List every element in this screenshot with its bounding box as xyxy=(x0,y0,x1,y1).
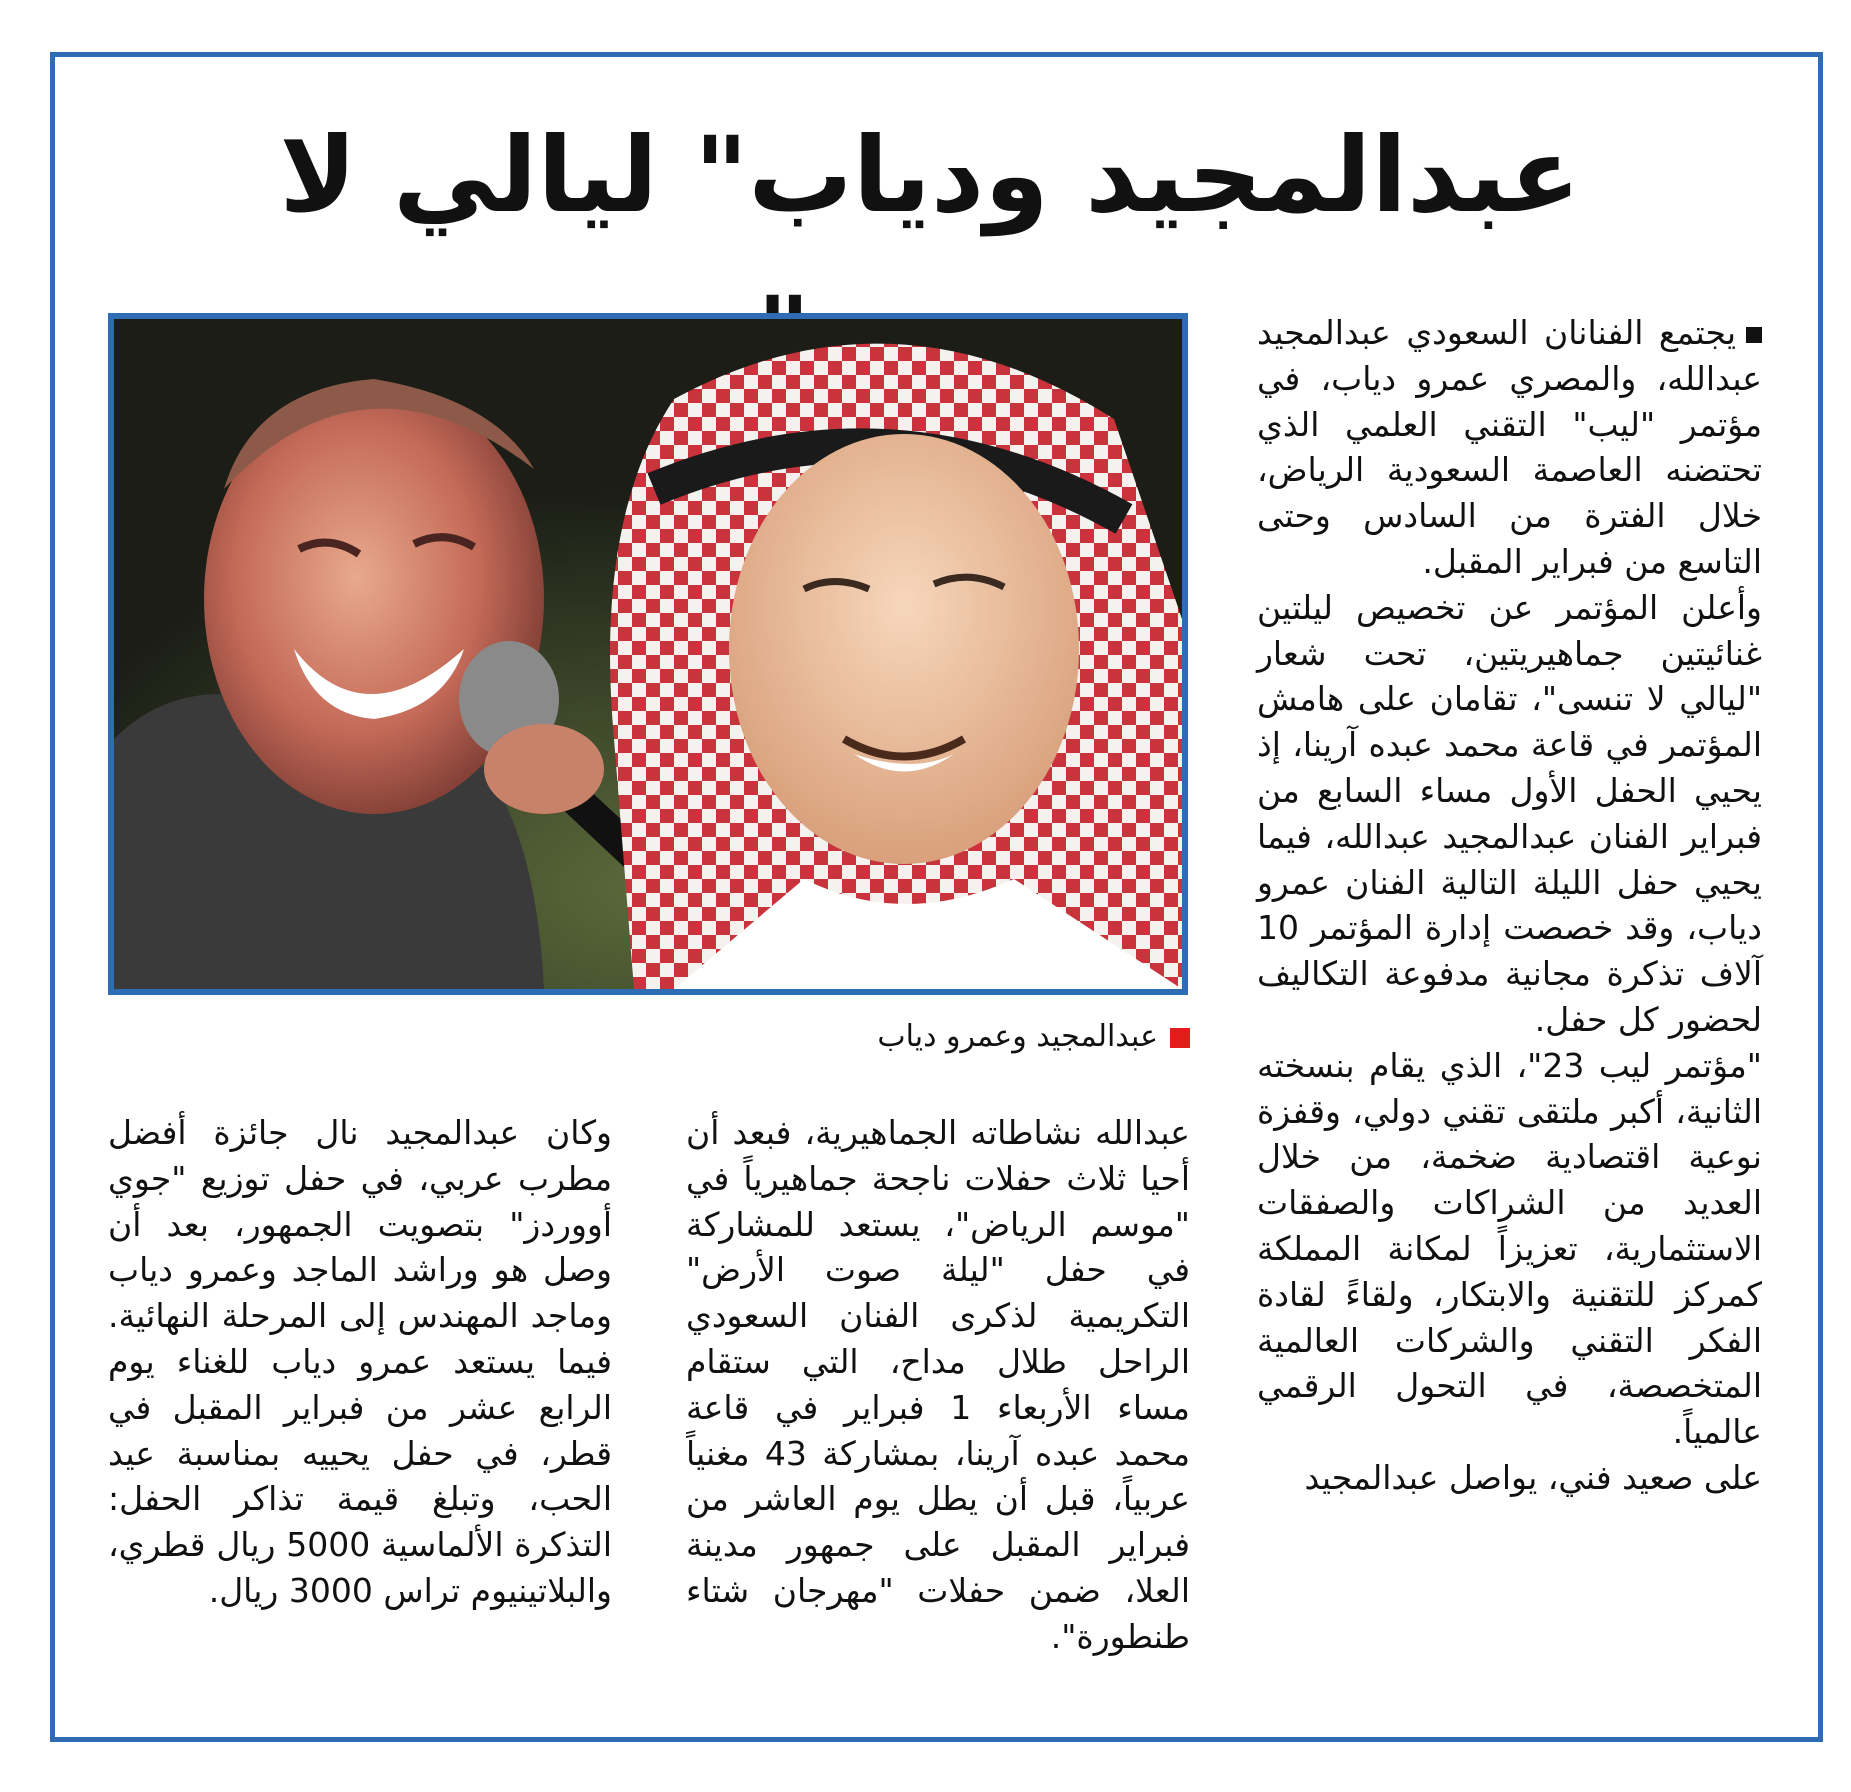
paragraph: وأعلن المؤتمر عن تخصيص ليلتين غنائيتين جماهيريتين، تحت شعار "ليالي لا تنسى"، تقامان على هامش المؤتمر في قاعة محمد عبده آرينا، إذ يحيي الحفل الأول مساء السابع من فبراير الفنان عبدالمجيد عبدالله، فيما يحيي حفل الليلة التالية الفنان عمرو دياب، وقد خصصت إدارة المؤتمر 10 آلاف تذكرة مجانية مدفوعة التكاليف لحضور كل حفل. xyxy=(1257,587,1762,1039)
paragraph: عبدالله نشاطاته الجماهيرية، فبعد أن أحيا ثلاث حفلات ناجحة جماهيرياً في "موسم الرياض"، يستعد للمشاركة في حفل "ليلة صوت الأرض" التكريمية لذكرى الفنان السعودي الراحل طلال مداح، التي ستقام مساء الأربعاء 1 فبراير في قاعة محمد عبده آرينا، بمشاركة 43 مغنياً عربياً، قبل أن يطل يوم العاشر من فبراير المقبل على جمهور مدينة العلا، ضمن حفلات "مهرجان شتاء طنطورة". xyxy=(686,1113,1190,1656)
paragraph: على صعيد فني، يواصل عبدالمجيد xyxy=(1304,1457,1762,1497)
photo-caption-text: عبدالمجيد وعمرو دياب xyxy=(877,1019,1158,1054)
paragraph xyxy=(1257,310,1762,585)
article-column-left xyxy=(108,1110,612,1670)
article-photo xyxy=(108,313,1188,995)
paragraph: "مؤتمر ليب 23"، الذي يقام بنسخته الثانية، أكبر ملتقى تقني دولي، وقفزة نوعية اقتصادية ضخمة، من خلال العديد من الشراكات والصفقات الاستثمارية، تعزيزاً لمكانة المملكة كمركز للتقنية والابتكار، ولقاءً لقادة الفكر التقني والشركات العالمية المتخصصة، في التحول الرقمي عالمياً. xyxy=(1257,1045,1762,1452)
square-bullet-icon xyxy=(1746,327,1762,343)
paragraph-text: يجتمع الفنانان السعودي عبدالمجيد عبدالله، والمصري عمرو دياب، في مؤتمر "ليب" التقني العلمي الذي تحتضنه العاصمة السعودية الرياض، خلال الفترة من السادس وحتى التاسع من فبراير المقبل. xyxy=(1257,313,1762,581)
photo-caption xyxy=(800,1015,1190,1059)
headline: عبدالمجيد ودياب" ليالي لا xyxy=(279,114,1581,236)
two-singers-photo-icon xyxy=(114,319,1182,989)
article-column-right xyxy=(1257,310,1762,1662)
caption-marker-icon xyxy=(1170,1028,1190,1048)
article-column-middle xyxy=(686,1110,1190,1670)
paragraph: وكان عبدالمجيد نال جائزة أفضل مطرب عربي، في حفل توزيع "جوي أووردز" بتصويت الجمهور، بعد أن وصل هو وراشد الماجد وعمرو دياب وماجد المهندس إلى المرحلة النهائية. فيما يستعد عمرو دياب للغناء يوم الرابع عشر من فبراير المقبل في قطر، في حفل يحييه بمناسبة عيد الحب، وتبلغ قيمة تذاكر الحفل: التذكرة الألماسية 5000 ريال قطري، والبلاتينيوم تراس 3000 ريال. xyxy=(108,1113,613,1610)
